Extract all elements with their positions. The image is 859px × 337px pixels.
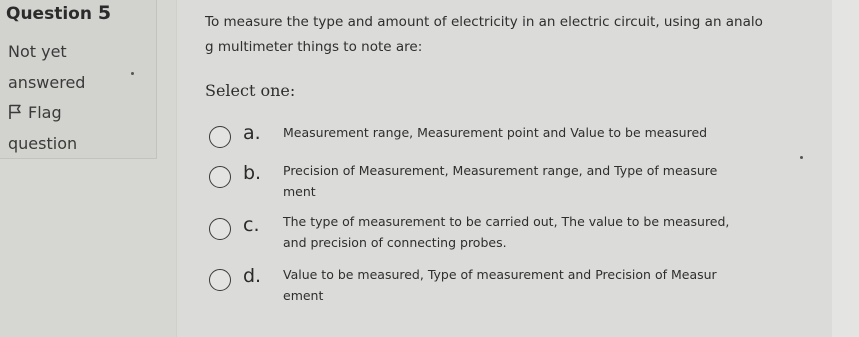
answer-option-c[interactable] (207, 211, 807, 255)
answer-text-line-2: and precision of connecting probes. (283, 235, 507, 250)
right-edge-strip (832, 0, 859, 337)
radio-unselected-icon[interactable] (209, 218, 231, 240)
flag-icon (8, 99, 22, 115)
answer-letter: a. (243, 122, 261, 144)
question-info-panel (0, 0, 157, 159)
answer-list (177, 0, 833, 337)
answer-option-b[interactable] (207, 160, 807, 204)
question-state-line-1: Not yet (8, 42, 67, 61)
answer-letter: d. (243, 265, 262, 287)
decorative-dot (800, 156, 803, 159)
question-state (8, 36, 148, 98)
answer-text-line-1: Precision of Measurement, Measurement range, and Type of measure (283, 163, 718, 178)
answer-letter: b. (243, 162, 262, 184)
answer-text-line-1: Measurement range, Measurement point and Value to be measured (283, 125, 708, 140)
question-number: 5 (97, 2, 112, 24)
answer-text (283, 211, 753, 253)
question-content (176, 0, 833, 337)
answer-text (283, 160, 753, 202)
question-title (6, 2, 111, 24)
answer-text-line-2: ement (283, 288, 324, 303)
question-state-line-2: answered (8, 73, 86, 92)
flag-label-line-2: question (8, 134, 78, 153)
radio-unselected-icon[interactable] (209, 166, 231, 188)
question-label: Question (6, 4, 92, 24)
answer-text-line-1: Value to be measured, Type of measurement and Precision of Measur (283, 267, 717, 282)
answer-letter: c. (243, 214, 260, 236)
question-text-line-1: To measure the type and amount of electricity in an electric circuit, using an analo (205, 14, 763, 30)
flag-label: Flag (28, 103, 62, 122)
answer-text (283, 122, 753, 143)
answer-option-d[interactable] (207, 264, 807, 308)
answer-text (283, 264, 753, 306)
radio-unselected-icon[interactable] (209, 269, 231, 291)
question-text-line-2: g multimeter things to note are: (205, 39, 423, 55)
answer-text-line-1: The type of measurement to be carried out, The value to be measured, (283, 214, 730, 229)
radio-unselected-icon[interactable] (209, 126, 231, 148)
answer-option-a[interactable] (207, 122, 807, 152)
select-one-prompt: Select one: (205, 81, 296, 100)
decorative-dot (131, 72, 134, 75)
answer-text-line-2: ment (283, 184, 316, 199)
flag-question-button[interactable] (8, 97, 148, 159)
